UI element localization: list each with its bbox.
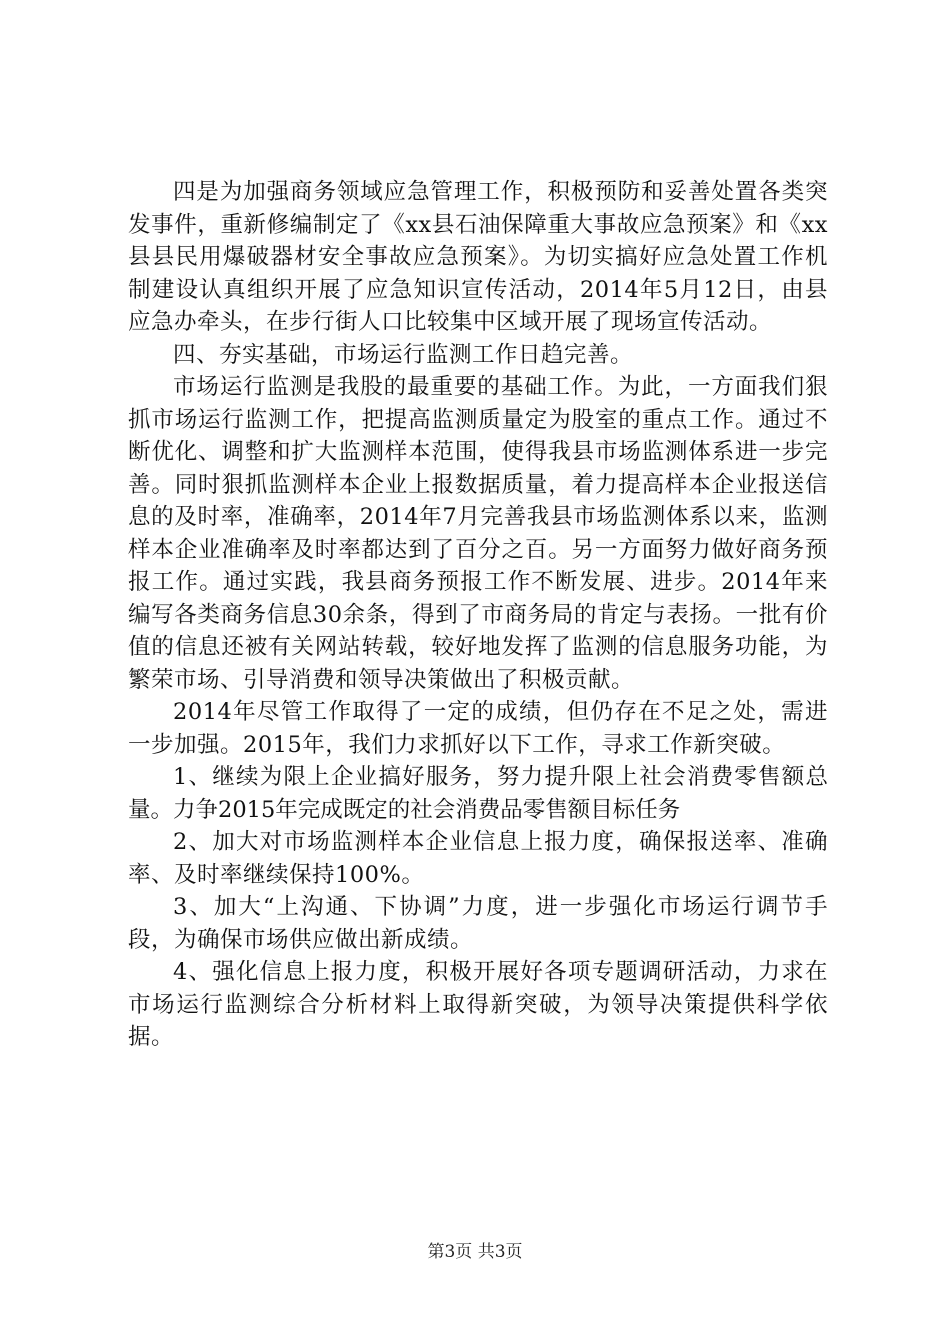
paragraph-market-monitoring: 市场运行监测是我股的最重要的基础工作。为此，一方面我们狠抓市场运行监测工作，把提高监测质量定为股室的重点工作。通过不断优化、调整和扩大监测样本范围，使得我县市场监测体系进一步完善。同时狠抓监测样本企业上报数据质量，着力提高样本企业报送信息的及时率，准确率，2014年7月完善我县市场监测体系以来，监测样本企业准确率及时率都达到了百分之百。另一方面努力做好商务预报工作。通过实践，我县商务预报工作不断发展、进步。2014年来编写各类商务信息30余条，得到了市商务局的肯定与表扬。一批有价值的信息还被有关网站转载，较好地发挥了监测的信息服务功能，为繁荣市场、引导消费和领导决策做出了积极贡献。 [128, 374, 828, 693]
list-item-3: 3、加大“上沟通、下协调”力度，进一步强化市场运行调节手段，为确保市场供应做出新成绩。 [128, 894, 828, 953]
section-heading-market-monitoring: 四、夯实基础，市场运行监测工作日趋完善。 [173, 341, 634, 368]
list-item-1: 1、继续为限上企业搞好服务，努力提升限上社会消费零售额总量。力争2015年完成既定的社会消费品零售额目标任务 [128, 764, 828, 823]
paragraph-summary-2014: 2014年尽管工作取得了一定的成绩，但仍存在不足之处，需进一步加强。2015年，我们力求抓好以下工作，寻求工作新突破。 [128, 699, 828, 758]
paragraph-emergency-management: 四是为加强商务领域应急管理工作，积极预防和妥善处置各类突发事件，重新修编制定了《xx县石油保障重大事故应急预案》和《xx县县民用爆破器材安全事故应急预案》。为切实搞好应急处置工作机制建设认真组织开展了应急知识宣传活动，2014年5月12日，由县应急办牵头，在步行街人口比较集中区域开展了现场宣传活动。 [128, 179, 828, 335]
document-body [128, 176, 828, 1054]
page-number-footer: 第3页 共3页 [427, 1242, 523, 1262]
list-item-2: 2、加大对市场监测样本企业信息上报力度，确保报送率、准确率、及时率继续保持100%。 [128, 829, 828, 888]
list-item-4: 4、强化信息上报力度，积极开展好各项专题调研活动，力求在市场运行监测综合分析材料上取得新突破，为领导决策提供科学依据。 [128, 959, 828, 1050]
